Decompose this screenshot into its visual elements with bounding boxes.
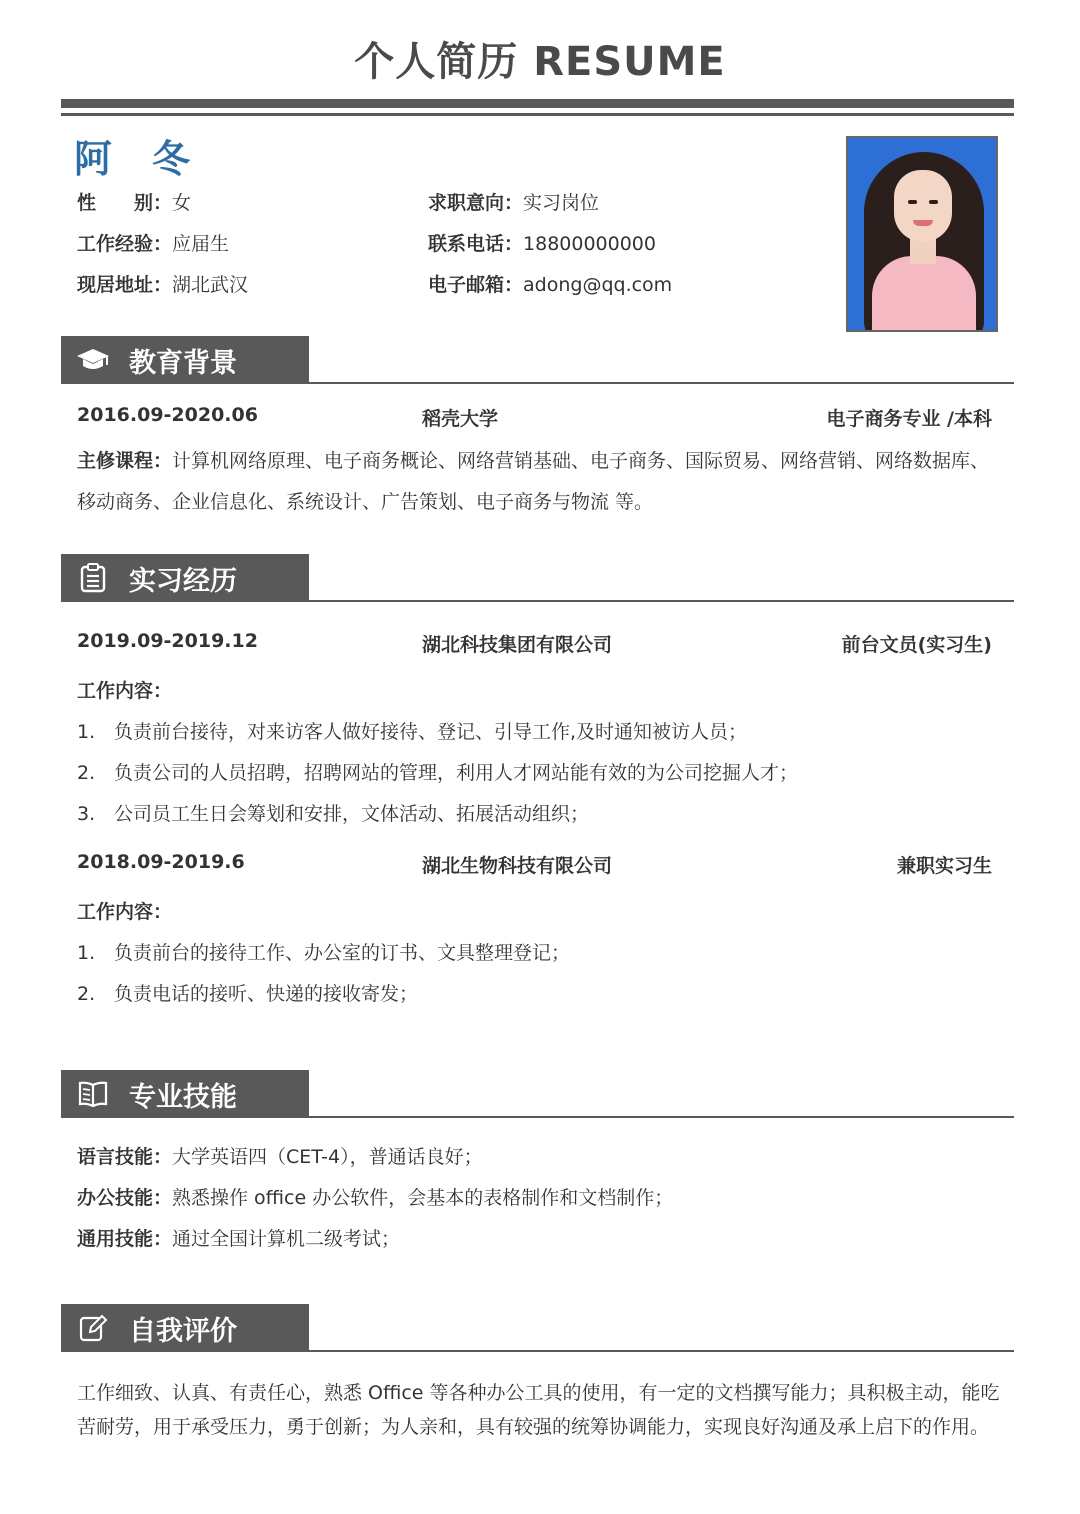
gender-row [77,188,191,215]
profile-photo [846,136,998,332]
skill-item [77,1142,483,1169]
education-section-header [61,336,1014,384]
education-major: 电子商务专业 /本科 [826,408,992,430]
education-period: 2016.09-2020.06 [77,404,258,426]
title-divider-thick [61,99,1014,108]
evaluation-divider [61,1350,1014,1352]
internship-divider [61,600,1014,602]
candidate-name: 阿冬 [74,136,231,181]
experience-label: 工作经验： [77,233,173,255]
job-content-label: 工作内容： [77,680,173,702]
evaluation-text: 工作细致、认真、有责任心，熟悉 Office 等各种办公工具的使用，有一定的文档撰写能力；具积极主动，能吃苦耐劳，用于承受压力，勇于创新；为人亲和，具有较强的统筹协调能力，实现良好沟通及承上启下的作用。 [77,1382,1000,1438]
duty-text: 负责公司的人员招聘，招聘网站的管理，利用人才网站能有效的为公司挖掘人才； [114,762,799,784]
duty-number: 2. [77,983,96,1005]
book-icon [69,1070,117,1118]
phone-value: 18800000000 [523,233,656,255]
intent-value: 实习岗位 [523,192,600,214]
job-duty-item [77,938,570,965]
education-courses [77,441,1002,523]
education-school: 稻壳大学 [422,408,499,430]
duty-number: 3. [77,803,96,825]
graduation-cap-icon [69,336,117,384]
gender-label: 性 别： [77,192,173,214]
duty-text: 公司员工生日会筹划和安排，文体活动、拓展活动组织； [114,803,590,825]
evaluation-heading: 自我评价 [129,1315,237,1347]
email-value: adong@qq.com [523,274,673,296]
internship-section-header [61,554,1014,602]
duty-number: 1. [77,721,96,743]
job-duty-item [77,979,418,1006]
skill-text: 熟悉操作 office 办公软件，会基本的表格制作和文档制作； [172,1187,674,1209]
job-period: 2019.09-2019.12 [77,630,258,652]
courses-label: 主修课程： [77,450,173,472]
job-content-label: 工作内容： [77,901,173,923]
photo-body [872,256,976,332]
job-period: 2018.09-2019.6 [77,851,245,873]
intent-label: 求职意向： [428,192,524,214]
skills-divider [61,1116,1014,1118]
skill-label: 语言技能： [77,1146,173,1168]
gender-value: 女 [172,192,192,214]
job-company: 湖北科技集团有限公司 [422,634,613,656]
duty-number: 1. [77,942,96,964]
duty-text: 负责电话的接听、快递的接收寄发； [114,983,419,1005]
education-row [77,404,992,432]
job-duty-item [77,717,747,744]
edit-icon [69,1304,117,1352]
job-position: 前台文员(实习生) [841,634,992,656]
internship-tab [61,554,309,602]
resume-title-text: 个人简历 RESUME [354,39,726,85]
experience-value: 应届生 [172,233,230,255]
email-label: 电子邮箱： [428,274,524,296]
photo-eye-right [929,200,938,204]
duty-text: 负责前台接待，对来访客人做好接待、登记、引导工作,及时通知被访人员； [114,721,748,743]
experience-row [77,229,229,256]
skills-section-header [61,1070,1014,1118]
address-row [77,270,248,297]
duty-text: 负责前台的接待工作、办公室的订书、文具整理登记； [114,942,571,964]
courses-text: 计算机网络原理、电子商务概论、网络营销基础、电子商务、国际贸易、网络营销、网络数据库、移动商务、企业信息化、系统设计、广告策划、电子商务与物流 等。 [77,450,990,513]
duty-number: 2. [77,762,96,784]
skill-text: 通过全国计算机二级考试； [172,1228,401,1250]
phone-row [428,229,656,256]
photo-eye-left [908,200,917,204]
internship-heading: 实习经历 [129,565,237,597]
address-value: 湖北武汉 [172,274,249,296]
job-duty-item [77,758,798,785]
title-divider-thin [61,113,1014,116]
resume-title [0,30,1080,90]
phone-label: 联系电话： [428,233,524,255]
education-divider [61,382,1014,384]
job-company: 湖北生物科技有限公司 [422,855,613,877]
skill-item [77,1183,673,1210]
education-tab [61,336,309,384]
job-row [77,630,992,658]
skill-label: 通用技能： [77,1228,173,1250]
skills-tab [61,1070,309,1118]
evaluation-section-header [61,1304,1014,1352]
photo-mouth [913,220,933,226]
address-label: 现居地址： [77,274,173,296]
skill-text: 大学英语四（CET-4），普通话良好； [172,1146,483,1168]
photo-face [894,170,952,242]
job-row [77,851,992,879]
skill-item [77,1224,400,1251]
evaluation-tab [61,1304,309,1352]
skill-label: 办公技能： [77,1187,173,1209]
intent-row [428,188,599,215]
skills-heading: 专业技能 [129,1081,237,1113]
clipboard-icon [69,554,117,602]
education-heading: 教育背景 [129,347,237,379]
job-position: 兼职实习生 [896,855,992,877]
email-row [428,270,672,297]
job-duty-item [77,799,589,826]
